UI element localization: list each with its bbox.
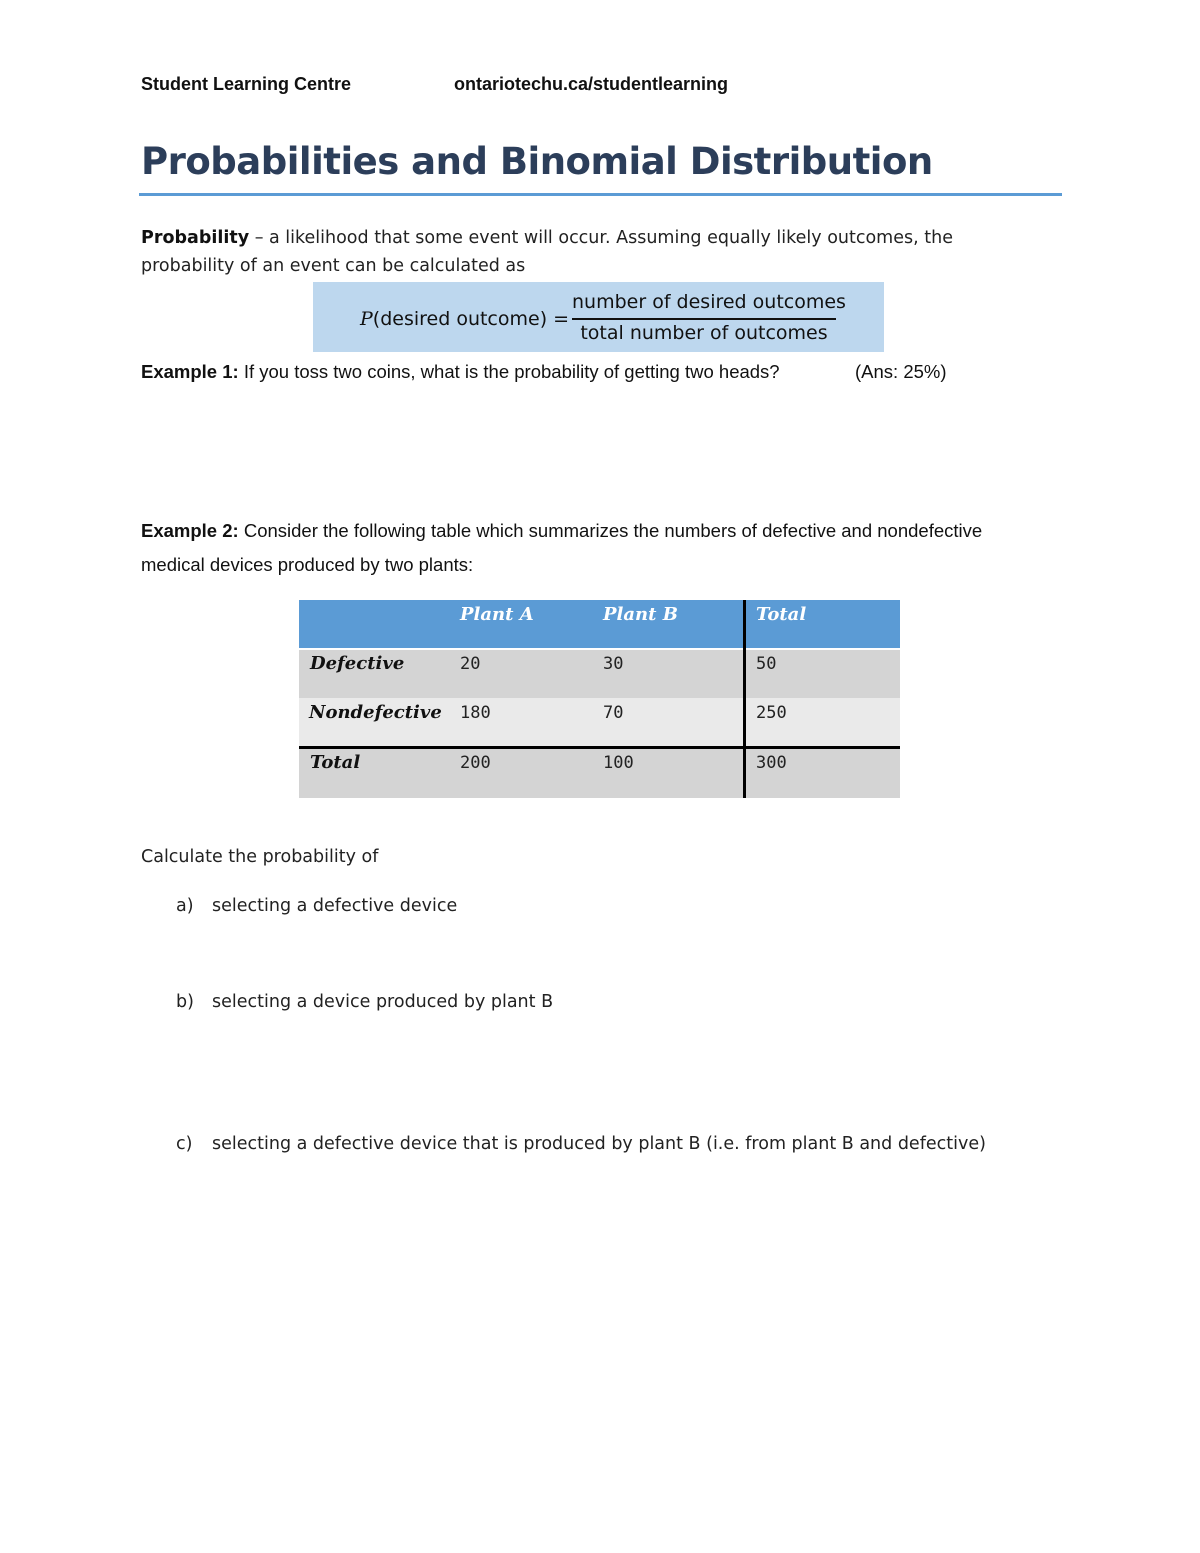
formula-denominator: total number of outcomes: [580, 322, 828, 344]
row-label-total: Total: [310, 752, 361, 773]
question-c-text: selecting a defective device that is produced by plant B (i.e. from plant B and defective): [212, 1134, 986, 1154]
questions-intro: Calculate the probability of: [141, 847, 379, 867]
question-a-text: selecting a defective device: [212, 896, 458, 916]
example-2-line-2: medical devices produced by two plants:: [141, 554, 474, 575]
definition-line-2: probability of an event can be calculated as: [141, 256, 526, 276]
title-underline: [139, 193, 1062, 196]
cell-grand-total: 300: [756, 753, 787, 773]
cell-nondefective-plant-a: 180: [460, 703, 491, 723]
formula-numerator: number of desired outcomes: [572, 291, 846, 313]
header-website: ontariotechu.ca/studentlearning: [454, 74, 729, 94]
example-1: [141, 361, 780, 383]
header-separator: [299, 648, 900, 650]
formula-p-symbol: P: [360, 308, 373, 330]
devices-table: [299, 600, 900, 798]
cell-defective-total: 50: [756, 654, 777, 674]
example-2-text: Consider the following table which summarizes the numbers of defective and nondefective: [238, 520, 983, 541]
example-1-label: Example 1:: [141, 361, 239, 382]
definition-term: Probability: [141, 228, 250, 248]
definition-text: – a likelihood that some event will occur. Assuming equally likely outcomes, the: [249, 228, 953, 248]
formula-left-side: [360, 308, 569, 330]
formula-lhs-argument: (desired outcome) =: [372, 308, 570, 330]
question-b-text: selecting a device produced by plant B: [212, 992, 554, 1012]
example-2-line-1: [141, 520, 982, 542]
example-1-question: If you toss two coins, what is the probability of getting two heads?: [238, 361, 780, 382]
total-column-rule: [743, 600, 746, 798]
question-c-letter: c): [176, 1134, 193, 1154]
cell-total-plant-b: 100: [603, 753, 634, 773]
table-header-total: Total: [756, 604, 807, 625]
cell-nondefective-plant-b: 70: [603, 703, 624, 723]
table-header-plant-a: Plant A: [460, 604, 534, 625]
cell-defective-plant-b: 30: [603, 654, 624, 674]
example-2-label: Example 2:: [141, 520, 239, 541]
row-label-defective: Defective: [310, 653, 405, 674]
cell-nondefective-total: 250: [756, 703, 787, 723]
table-header-plant-b: Plant B: [603, 604, 678, 625]
page-title: Probabilities and Binomial Distribution: [141, 140, 933, 183]
formula-fraction-bar: [572, 318, 836, 320]
total-row-rule: [299, 746, 900, 749]
question-a-letter: a): [176, 896, 194, 916]
row-label-nondefective: Nondefective: [309, 702, 442, 723]
definition-line-1: [141, 228, 953, 248]
question-b-letter: b): [176, 992, 194, 1012]
example-1-answer: (Ans: 25%): [855, 361, 947, 382]
header-centre-name: Student Learning Centre: [141, 74, 352, 94]
cell-total-plant-a: 200: [460, 753, 491, 773]
cell-defective-plant-a: 20: [460, 654, 481, 674]
